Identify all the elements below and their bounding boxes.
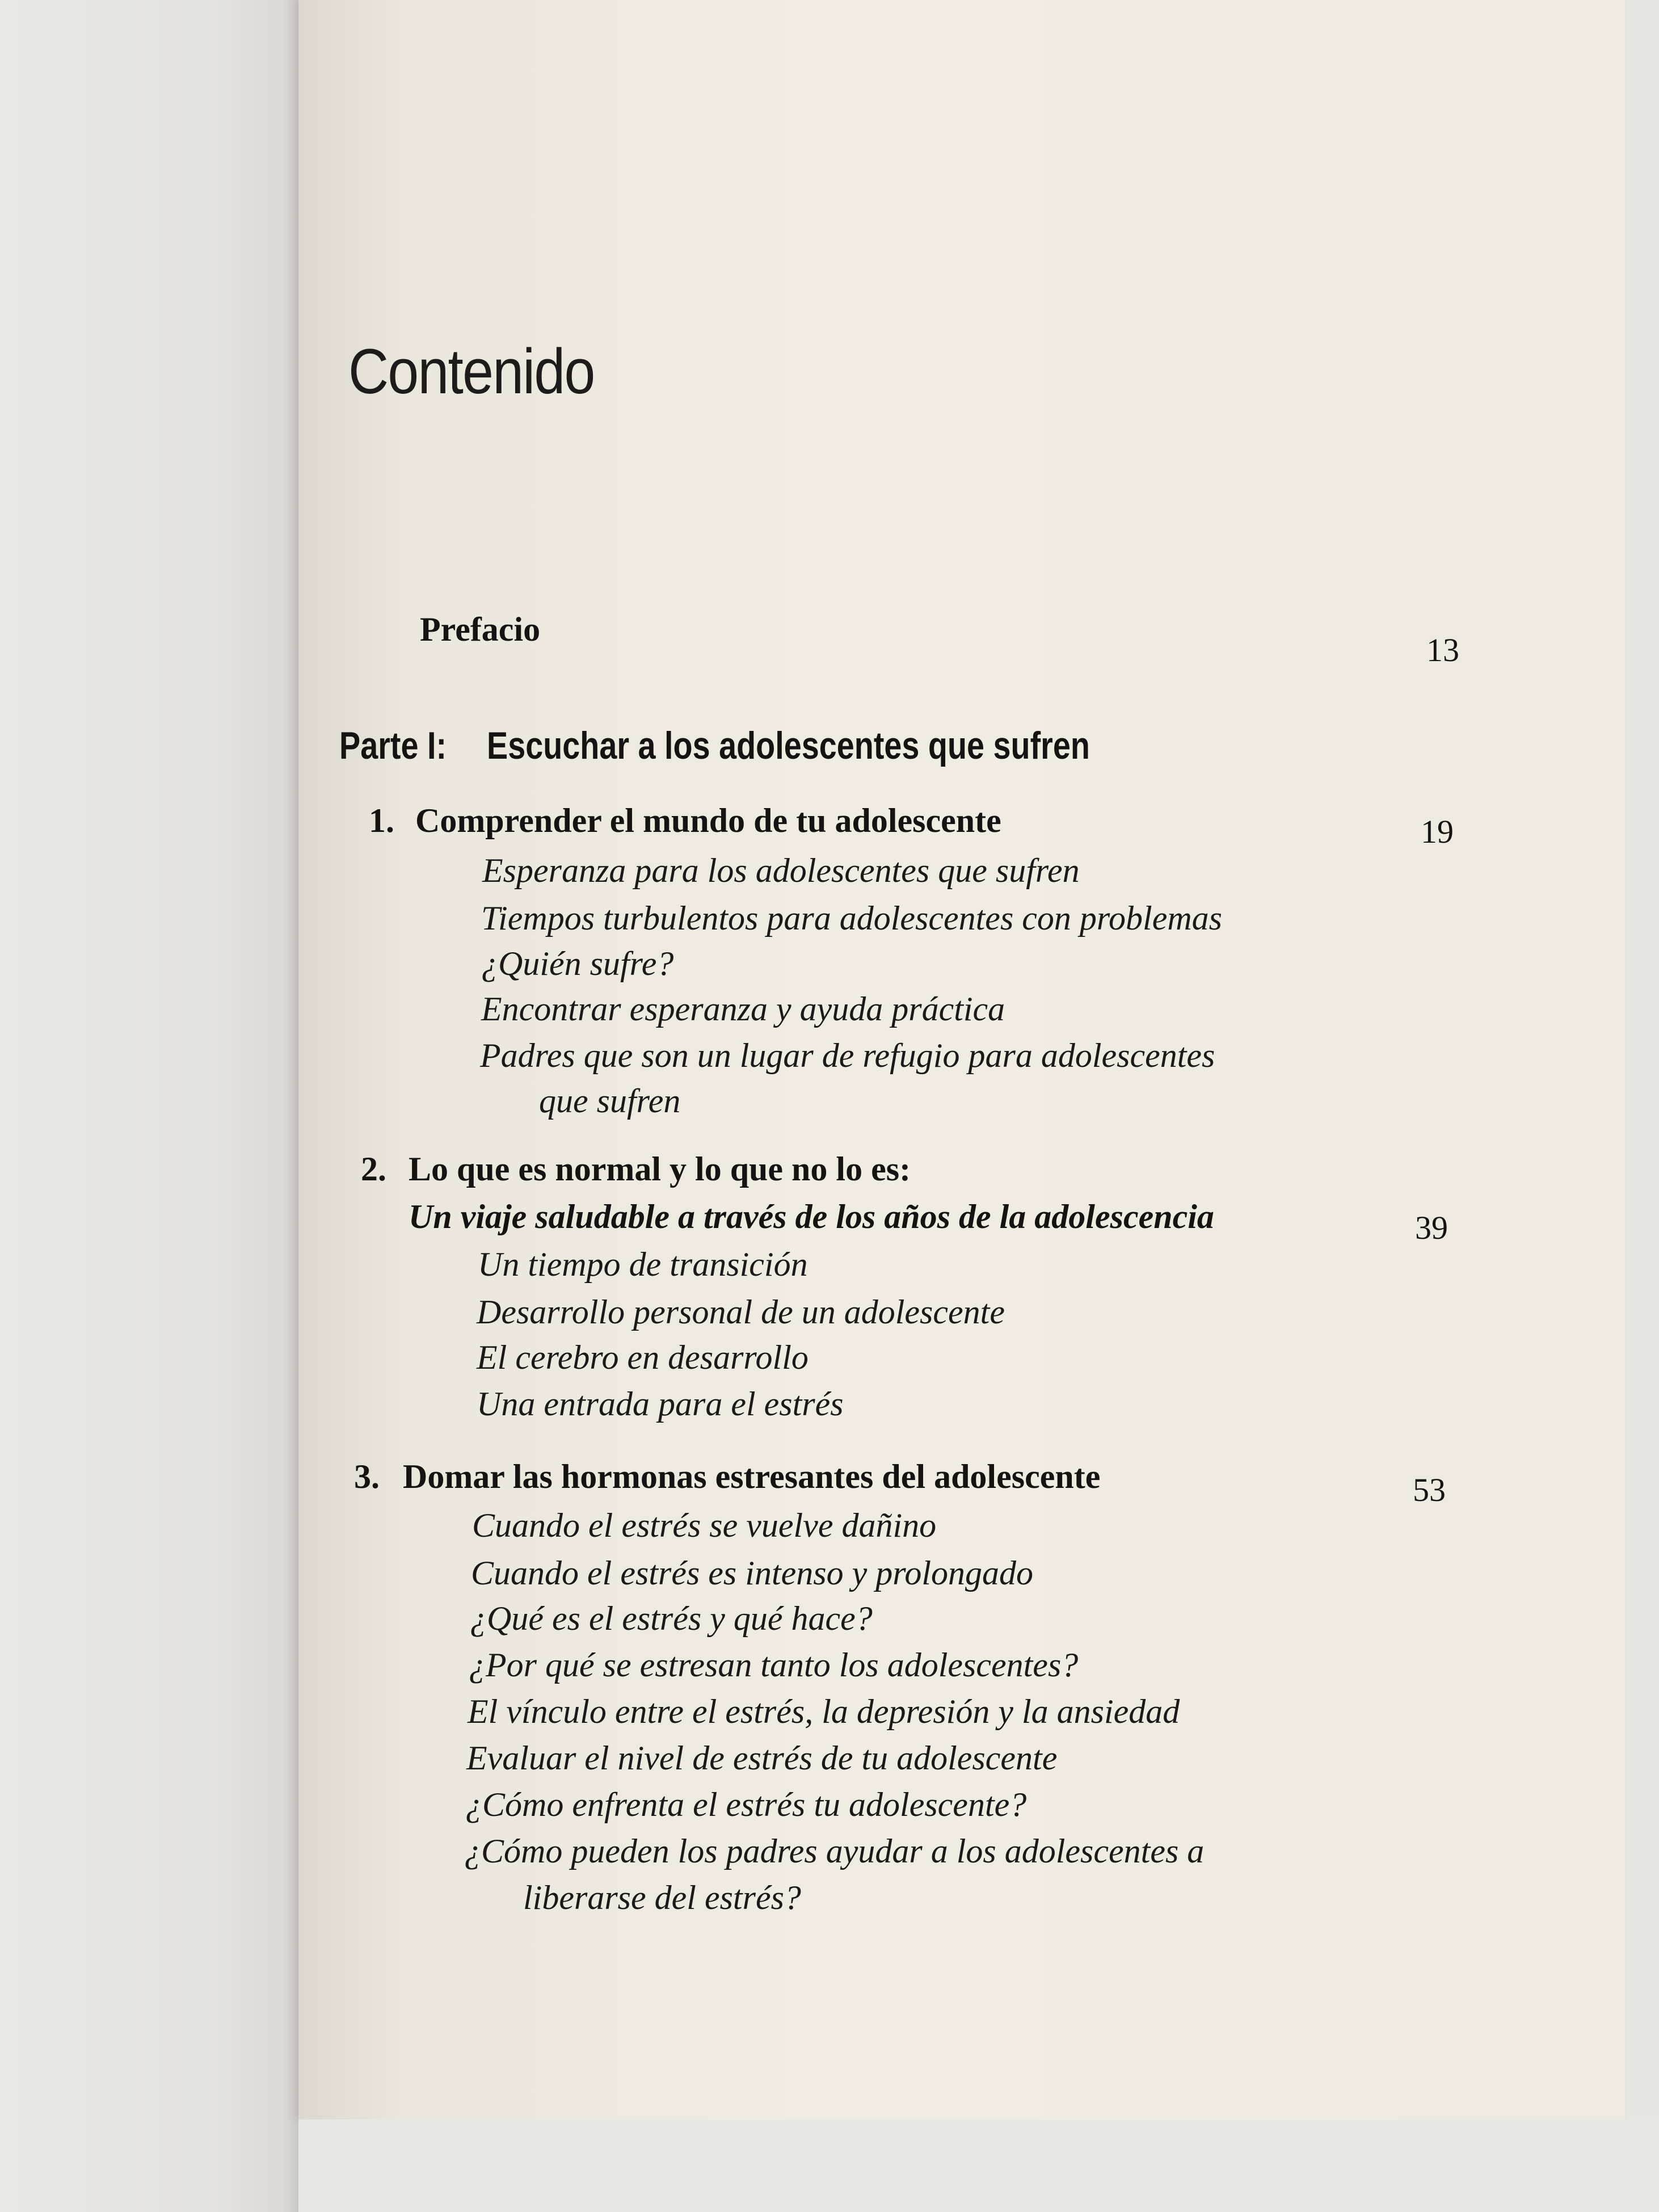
section-item: Cuando el estrés es intenso y prolongado bbox=[471, 1554, 1034, 1592]
chapter-title: Domar las hormonas estresantes del adolescente bbox=[403, 1458, 1101, 1495]
section-item: El cerebro en desarrollo bbox=[477, 1339, 809, 1376]
page-title: Contenido bbox=[348, 336, 595, 407]
section-item: Tiempos turbulentos para adolescentes con problemas bbox=[481, 899, 1223, 937]
section-item: Padres que son un lugar de refugio para adolescentes bbox=[480, 1037, 1215, 1074]
facing-page bbox=[0, 0, 306, 2212]
part-title: Escuchar a los adolescentes que sufren bbox=[487, 724, 1090, 767]
section-item: Desarrollo personal de un adolescente bbox=[477, 1293, 1005, 1331]
page-edge-background bbox=[1625, 0, 1659, 2120]
section-item: liberarse del estrés? bbox=[523, 1879, 801, 1916]
chapter-title: Lo que es normal y lo que no lo es: bbox=[409, 1150, 911, 1188]
section-item: El vínculo entre el estrés, la depresión y la ansiedad bbox=[468, 1693, 1180, 1730]
chapter-title: Comprender el mundo de tu adolescente bbox=[415, 802, 1001, 839]
section-item: Evaluar el nivel de estrés de tu adolescente bbox=[466, 1739, 1058, 1777]
section-item: ¿Cómo pueden los padres ayudar a los adolescentes a bbox=[464, 1832, 1205, 1870]
chapter-number: 1. bbox=[369, 802, 394, 839]
section-item: que sufren bbox=[539, 1082, 681, 1120]
section-item: Una entrada para el estrés bbox=[477, 1385, 844, 1423]
section-item: ¿Por qué se estresan tanto los adolescentes? bbox=[469, 1646, 1079, 1684]
section-item: Encontrar esperanza y ayuda práctica bbox=[481, 990, 1005, 1028]
section-item: ¿Cómo enfrenta el estrés tu adolescente? bbox=[465, 1786, 1027, 1823]
chapter-page-number: 19 bbox=[1421, 813, 1454, 850]
section-item: Esperanza para los adolescentes que sufren bbox=[482, 852, 1080, 889]
chapter-page-number: 39 bbox=[1415, 1209, 1448, 1246]
section-item: Un tiempo de transición bbox=[478, 1246, 808, 1283]
chapter-number: 2. bbox=[361, 1150, 386, 1188]
section-item: ¿Qué es el estrés y qué hace? bbox=[470, 1600, 873, 1637]
preface-label: Prefacio bbox=[420, 611, 541, 648]
part-number: Parte I: bbox=[339, 724, 447, 767]
chapter-subtitle: Un viaje saludable a través de los años de la adolescencia bbox=[409, 1198, 1214, 1235]
section-item: ¿Quién sufre? bbox=[481, 945, 674, 982]
background-strip bbox=[298, 2120, 1659, 2212]
section-item: Cuando el estrés se vuelve dañino bbox=[472, 1507, 937, 1544]
preface-page-number: 13 bbox=[1426, 632, 1459, 668]
chapter-page-number: 53 bbox=[1413, 1471, 1446, 1508]
chapter-number: 3. bbox=[354, 1458, 380, 1495]
